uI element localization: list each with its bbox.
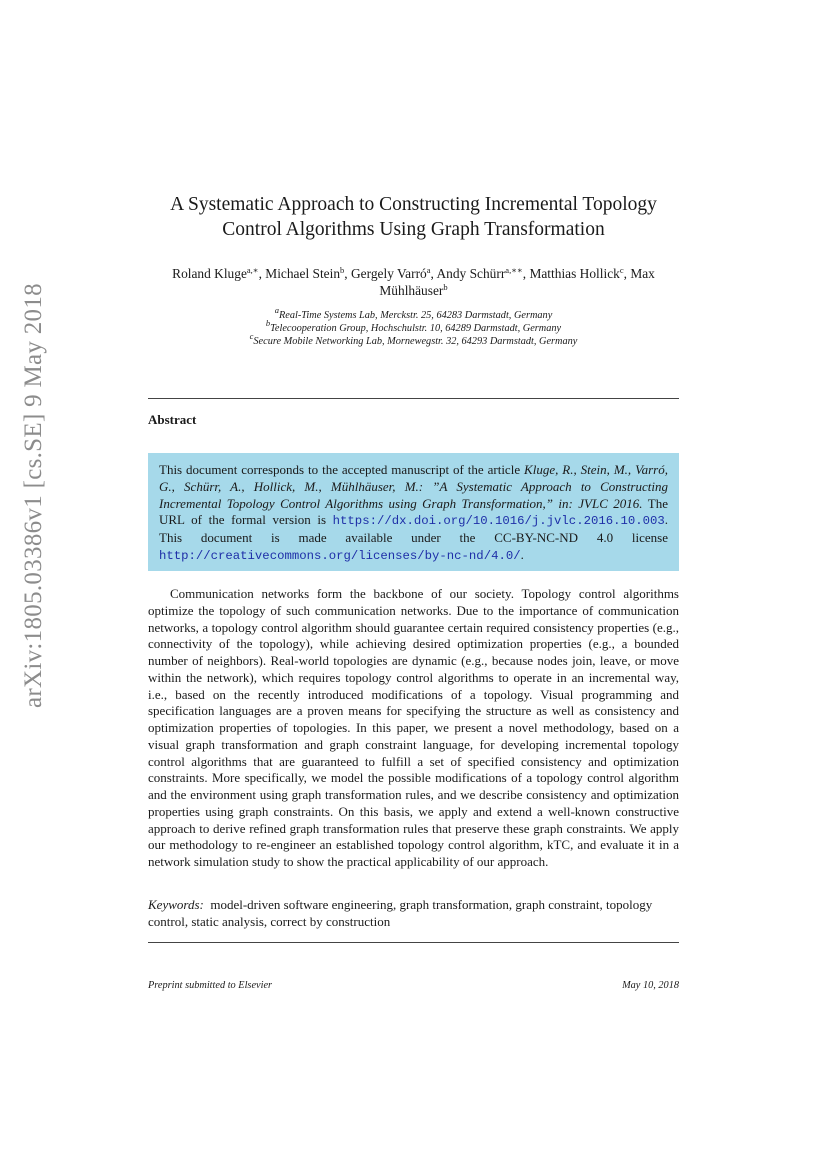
notice-end: .	[520, 546, 524, 562]
affiliation-c	[148, 331, 679, 348]
author-5	[529, 266, 630, 281]
author-1	[172, 266, 265, 281]
author-separator: ,	[623, 266, 631, 281]
license-link[interactable]: http://creativecommons.org/licenses/by-nc-nd/4.0/	[159, 548, 521, 563]
author-affiliation-mark: a,∗∗	[505, 265, 523, 275]
author-4	[436, 266, 529, 281]
keywords	[148, 897, 679, 931]
author-3	[351, 266, 436, 281]
author-affiliation-mark: a,∗	[246, 265, 259, 275]
affiliation-a	[148, 305, 679, 322]
author-list	[148, 265, 679, 299]
affiliation-mark: c	[249, 331, 254, 341]
keywords-text: model-driven software engineering, graph transformation, graph constraint, topology control, static analysis, correct by construction	[148, 897, 653, 929]
author-2	[265, 266, 351, 281]
author-separator: ,	[430, 266, 437, 281]
keywords-label: Keywords:	[148, 897, 204, 912]
author-separator: ,	[258, 266, 266, 281]
author-name: Andy Schürr	[436, 266, 506, 281]
footer-date: May 10, 2018	[622, 980, 679, 991]
affiliation-mark: a	[274, 305, 279, 315]
paper-title	[148, 192, 679, 242]
abstract-body: Communication networks form the backbone of our society. Topology control algorithms optimize the topology of such communication networks. Due to the importance of communication networks, a topology control algorithm should guarantee certain required consistency properties (e.g., connectivity of the topology), while achieving desired optimization properties (e.g., a bounded number of neighbors). Real-world topologies are dynamic (e.g., because nodes join, leave, or move within the network), which requires topology control algorithms to operate in an incremental way, i.e., based on the recently introduced modifications of a topology. Visual programming and specification languages are a proven means for specifying the structure as well as consistency and optimization properties of topologies. In this paper, we present a novel methodology, based on a visual graph transformation and graph constraint language, for developing incremental topology control algorithms that are guaranteed to fulfill a set of specified consistency and optimization constraints. More specifically, we model the possible modifications of a topology control algorithm and the environment using graph transformation rules, and we describe consistency and optimization properties using graph constraints. On this basis, we apply and extend a well-known constructive approach to derive refined graph transformation rules that preserve these graph constraints. We apply our methodology to re-engineer an established topology control algorithm, kTC, and evaluate it in a network simulation study to show the practical applicability of our approach.	[148, 586, 679, 869]
affiliation-mark: b	[265, 318, 271, 328]
affiliation-text: Telecooperation Group, Hochschulstr. 10, 64289 Darmstadt, Germany	[270, 323, 562, 334]
notice-mid: The URL of the formal version is	[159, 495, 668, 528]
doi-link[interactable]: https://dx.doi.org/10.1016/j.jvlc.2016.10.003	[332, 514, 665, 529]
author-name: Roland Kluge	[172, 266, 247, 281]
abstract-heading: Abstract	[148, 412, 197, 427]
author-affiliation-mark: c	[619, 265, 624, 275]
notice-citation: Kluge, R., Stein, M., Varró, G., Schürr, A., Hollick, M., Mühlhäuser, M.: ”A Systematic Approach to Constructing Incremental Topology Control Algorithms using Graph Transformation,” in: JVLC 2016.	[159, 462, 668, 511]
author-name: Michael Stein	[265, 266, 341, 281]
author-affiliation-mark: b	[443, 282, 448, 292]
bottom-divider	[148, 942, 679, 943]
author-name: Gergely Varró	[351, 266, 427, 281]
author-affiliation-mark: b	[340, 265, 345, 275]
preprint-note: Preprint submitted to Elsevier	[148, 980, 273, 991]
paper-title-line-2: Control Algorithms Using Graph Transformation	[222, 219, 605, 240]
arxiv-identifier-stamp: arXiv:1805.03386v1 [cs.SE] 9 May 2018	[20, 283, 47, 708]
top-divider	[148, 398, 679, 399]
affiliation-list	[148, 305, 679, 348]
notice-license-text: . This document is made available under the CC-BY-NC-ND 4.0 license	[159, 512, 668, 546]
author-separator: ,	[522, 266, 530, 281]
author-separator: ,	[344, 266, 351, 281]
author-name: Matthias Hollick	[529, 266, 620, 281]
affiliation-b	[148, 318, 679, 335]
notice-intro: This document corresponds to the accepted manuscript of the article	[159, 462, 525, 477]
affiliation-text: Real-Time Systems Lab, Merckstr. 25, 64283 Darmstadt, Germany	[278, 310, 553, 321]
paper-title-line-1: A Systematic Approach to Constructing Incremental Topology	[170, 194, 657, 215]
author-name: Max Mühlhäuser	[379, 266, 655, 298]
manuscript-notice-box	[148, 453, 679, 571]
affiliation-text: Secure Mobile Networking Lab, Mornewegstr. 32, 64293 Darmstadt, Germany	[253, 336, 578, 347]
author-affiliation-mark: a	[426, 265, 431, 275]
